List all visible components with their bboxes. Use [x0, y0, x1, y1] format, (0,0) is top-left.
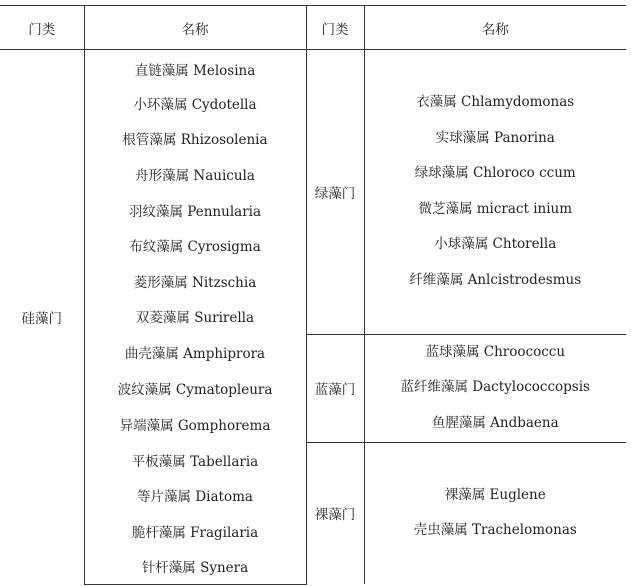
green-algae-genera — [364, 50, 626, 335]
genus-cell: 双菱藻属 Surirella — [84, 299, 306, 335]
genus-cell: 小球藻属 Chtorella — [434, 236, 557, 253]
genus-cell: 裸藻属 Euglene — [444, 486, 546, 503]
genus-cell: 实球藻属 Panorina — [435, 129, 555, 146]
genus-cell: 衣藻属 Chlamydomonas — [416, 94, 575, 111]
blue-green-algae-genera — [364, 334, 626, 442]
algae-genera-table — [0, 5, 626, 585]
phylum-diatoms: 硅藻门 — [21, 311, 62, 328]
header-phylum-left: 门类 — [0, 6, 84, 50]
table-row — [0, 50, 626, 86]
genus-cell: 壳虫藻属 Trachelomonas — [413, 522, 577, 539]
genus-cell: 蓝球藻属 Chroococcu — [425, 343, 566, 360]
phylum-euglenoids: 裸藻门 — [306, 442, 364, 584]
phylum-blue-green-algae: 蓝藻门 — [306, 334, 364, 442]
genus-cell: 根管藻属 Rhizosolenia — [84, 121, 306, 157]
phylum-green-algae: 绿藻门 — [306, 50, 364, 335]
genus-cell: 纤维藻属 Anlcistrodesmus — [409, 272, 582, 289]
header-name-right: 名称 — [364, 6, 626, 50]
genus-cell: 波纹藻属 Cymatopleura — [84, 370, 306, 406]
genus-cell: 等片藻属 Diatoma — [84, 478, 306, 514]
genus-cell: 脆杆藻属 Fragilaria — [84, 513, 306, 549]
header-row — [0, 6, 626, 50]
euglenoid-genera — [364, 442, 626, 584]
genus-cell: 直链藻属 Melosina — [84, 50, 306, 86]
genus-cell: 绿球藻属 Chloroco ccum — [414, 165, 576, 182]
genus-cell: 平板藻属 Tabellaria — [84, 442, 306, 478]
genus-cell: 蓝纤维藻属 Dactylococcopsis — [400, 379, 590, 396]
genus-cell: 舟形藻属 Nauicula — [84, 156, 306, 192]
header-phylum-right: 门类 — [306, 6, 364, 50]
genus-cell: 针杆藻属 Synera — [84, 549, 306, 585]
header-name-left: 名称 — [84, 6, 306, 50]
genus-cell: 菱形藻属 Nitzschia — [84, 263, 306, 299]
genus-cell: 小环藻属 Cydotella — [84, 85, 306, 121]
genus-cell: 鱼腥藻属 Andbaena — [431, 414, 559, 431]
genus-cell: 微芝藻属 micract inium — [418, 200, 573, 217]
genus-cell: 曲壳藻属 Amphiprora — [84, 334, 306, 370]
table-row — [0, 442, 626, 478]
genus-cell: 异端藻属 Gomphorema — [84, 406, 306, 442]
genus-cell: 羽纹藻属 Pennularia — [84, 192, 306, 228]
genus-cell: 布纹藻属 Cyrosigma — [84, 227, 306, 263]
table-row — [0, 334, 626, 370]
